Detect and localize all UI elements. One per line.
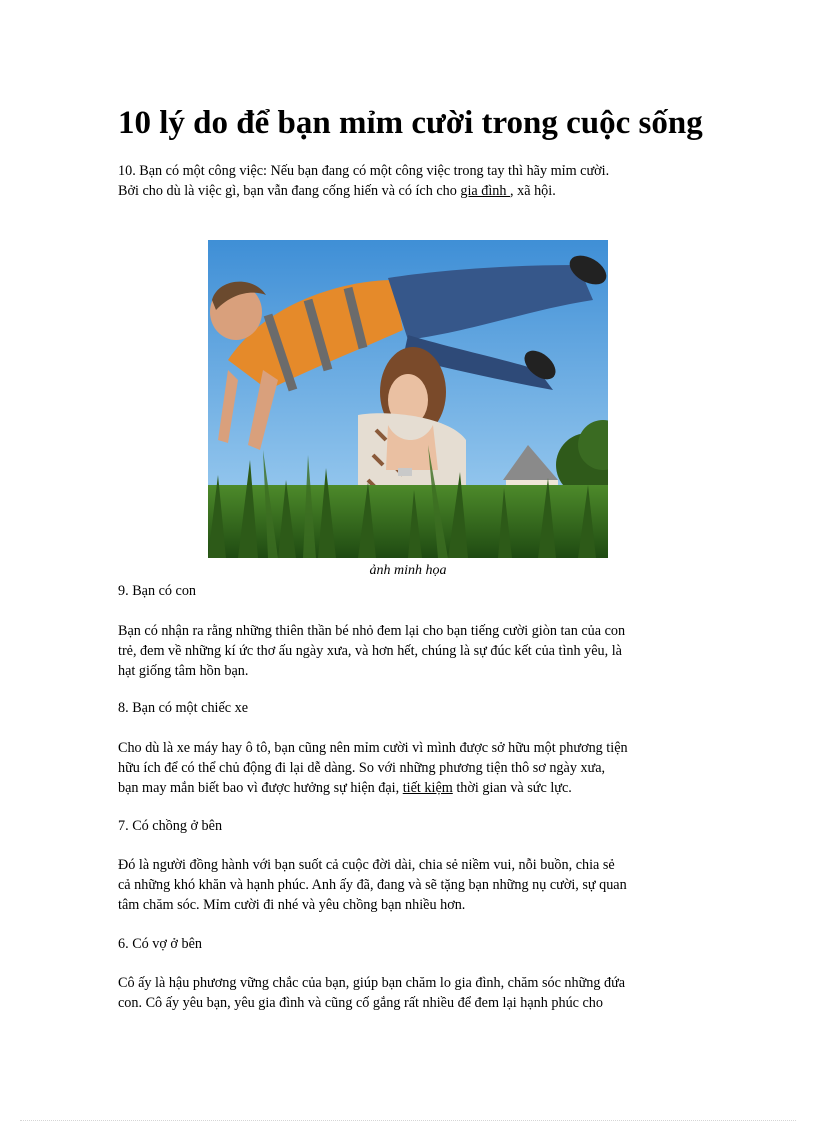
intro-line-2 bbox=[118, 181, 698, 201]
section-8-last-tail: thời gian và sức lực. bbox=[452, 780, 572, 796]
tiet-kiem-link[interactable]: tiết kiệm bbox=[402, 780, 453, 796]
section-8-line: Cho dù là xe máy hay ô tô, bạn cũng nên mỉm cười vì mình được sở hữu một phương tiện bbox=[118, 740, 628, 756]
section-9-heading: 9. Bạn có con bbox=[118, 583, 197, 599]
image-caption: ảnh minh họa bbox=[369, 563, 447, 578]
article-title: 10 lý do để bạn mỉm cười trong cuộc sống bbox=[118, 105, 703, 141]
section-9-line: Bạn có nhận ra rằng những thiên thần bé nhỏ đem lại cho bạn tiếng cười giòn tan của con bbox=[118, 623, 626, 639]
section-6-heading: 6. Có vợ ở bên bbox=[118, 936, 202, 952]
intro-line-1: 10. Bạn có một công việc: Nếu bạn đang có một công việc trong tay thì hãy mỉm cười. bbox=[118, 163, 610, 179]
section-7-line: Đó là người đồng hành với bạn suốt cả cuộc đời dài, chia sẻ niềm vui, nỗi buồn, chia sẻ bbox=[118, 857, 615, 873]
section-6-body bbox=[118, 973, 698, 1013]
section-9-line: hạt giống tâm hồn bạn. bbox=[118, 663, 249, 679]
gia-dinh-link[interactable]: gia đình bbox=[460, 183, 511, 199]
section-8-last-text: bạn may mắn biết bao vì được hưởng sự hiện đại, bbox=[118, 780, 403, 796]
section-7-line: cả những khó khăn và hạnh phúc. Anh ấy đã, đang và sẽ tặng bạn những nụ cười, sự quan bbox=[118, 877, 627, 893]
section-9-body bbox=[118, 621, 698, 681]
section-7-line: tâm chăm sóc. Mỉm cười đi nhé và yêu chồng bạn nhiều hơn. bbox=[118, 897, 466, 913]
section-8-line: hữu ích để có thể chủ động đi lại dễ dàng. So với những phương tiện thô sơ ngày xưa, bbox=[118, 760, 606, 776]
section-9-line: trẻ, đem về những kí ức thơ ấu ngày xưa, và hơn hết, chúng là sự đúc kết của tình yêu, là bbox=[118, 643, 622, 659]
section-8-body bbox=[118, 738, 698, 798]
illustration-photo bbox=[208, 240, 608, 558]
section-6-line: Cô ấy là hậu phương vững chắc của bạn, giúp bạn chăm lo gia đình, chăm sóc những đứa bbox=[118, 975, 626, 991]
section-6-line: con. Cô ấy yêu bạn, yêu gia đình và cũng cố gắng rất nhiều để đem lại hạnh phúc cho bbox=[118, 995, 603, 1011]
page-bottom-border bbox=[20, 1120, 796, 1121]
section-8-heading: 8. Bạn có một chiếc xe bbox=[118, 700, 249, 716]
section-8-line bbox=[118, 778, 698, 798]
section-7-body bbox=[118, 855, 698, 915]
intro-paragraph bbox=[118, 161, 698, 201]
intro-line-2-tail: , xã hội. bbox=[510, 183, 556, 199]
section-7-heading: 7. Có chồng ở bên bbox=[118, 818, 223, 834]
intro-line-2-text: Bởi cho dù là việc gì, bạn vẫn đang cống hiến và có ích cho bbox=[118, 183, 461, 199]
